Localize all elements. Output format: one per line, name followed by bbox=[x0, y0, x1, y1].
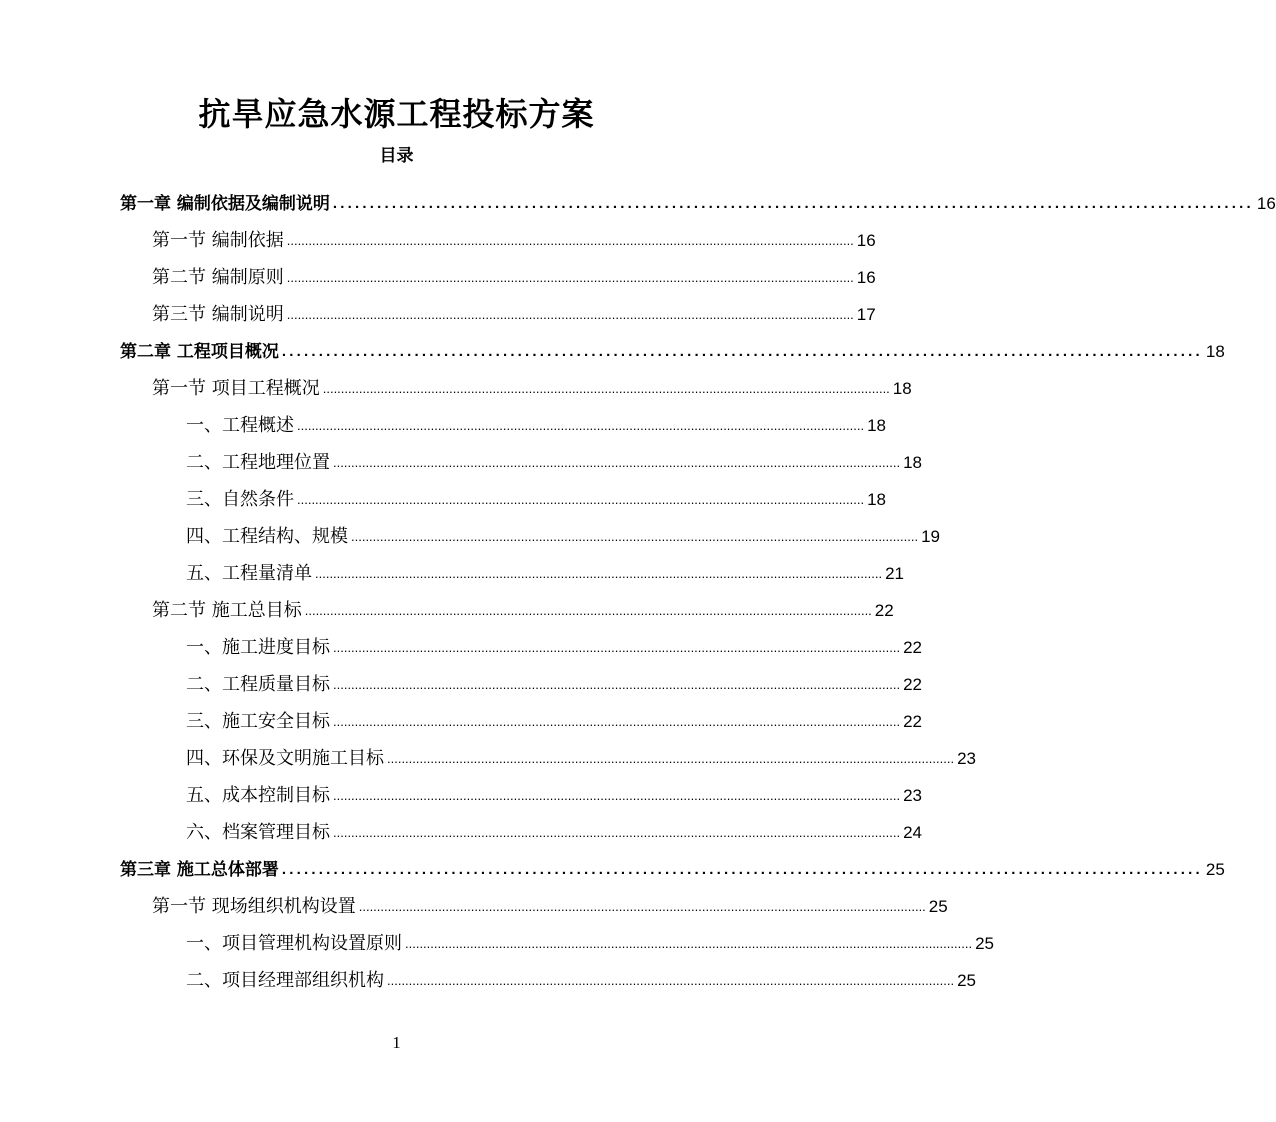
toc-entry-subsection[interactable] bbox=[186, 624, 922, 661]
toc-entry-section[interactable] bbox=[152, 587, 894, 624]
toc-entry-page: 21 bbox=[885, 564, 904, 583]
toc-entry-section[interactable] bbox=[152, 365, 912, 402]
toc-entry-label: 一、项目管理机构设置原则 bbox=[186, 933, 402, 954]
toc-entry-page: 23 bbox=[903, 786, 922, 805]
toc-entry-page: 24 bbox=[903, 823, 922, 842]
document-title: 抗旱应急水源工程投标方案 bbox=[198, 95, 595, 133]
toc-entry-subsection[interactable] bbox=[186, 402, 886, 439]
toc-dot-leader: ............................................................................................................................................................. bbox=[322, 381, 890, 396]
toc-entry-page: 25 bbox=[975, 934, 994, 953]
toc-entry-label: 第一章 编制依据及编制说明 bbox=[120, 194, 330, 214]
toc-entry-subsection[interactable] bbox=[186, 439, 922, 476]
toc-entry-page: 25 bbox=[928, 897, 948, 916]
toc-dot-leader: ............................................................................................................................................................. bbox=[333, 677, 901, 692]
toc-entry-chapter-1[interactable] bbox=[120, 180, 1276, 217]
toc-entry-subsection[interactable] bbox=[186, 476, 886, 513]
toc-entry-page: 19 bbox=[921, 527, 940, 546]
toc-entry-label: 五、工程量清单 bbox=[186, 563, 312, 584]
toc-entry-label: 第三章 施工总体部署 bbox=[120, 860, 279, 880]
toc-dot-leader: ............................................................................................................................................................. bbox=[387, 751, 955, 766]
toc-entry-label: 二、工程质量目标 bbox=[186, 674, 330, 695]
toc-entry-section[interactable] bbox=[152, 291, 876, 328]
toc-entry-label: 三、施工安全目标 bbox=[186, 711, 330, 732]
toc-dot-leader: ............................................................................................................................................................. bbox=[315, 566, 883, 581]
toc-entry-page: 23 bbox=[957, 749, 976, 768]
toc-dot-leader: ............................................................................................................................. bbox=[332, 195, 1254, 212]
toc-dot-leader: ............................................................................................................................................................. bbox=[286, 307, 854, 322]
toc-dot-leader: ............................................................................................................................................................. bbox=[333, 788, 901, 803]
toc-entry-subsection[interactable] bbox=[186, 809, 922, 846]
toc-entry-label: 一、工程概述 bbox=[186, 415, 294, 436]
toc-entry-label: 第二章 工程项目概况 bbox=[120, 342, 279, 362]
toc-entry-page: 22 bbox=[903, 712, 922, 731]
toc-dot-leader: ............................................................................................................................. bbox=[281, 343, 1203, 360]
toc-entry-label: 五、成本控制目标 bbox=[186, 785, 330, 806]
toc-entry-label: 第二节 施工总目标 bbox=[152, 600, 302, 621]
toc-dot-leader: ............................................................................................................................................................. bbox=[351, 529, 919, 544]
toc-dot-leader: ............................................................................................................................................................. bbox=[286, 233, 854, 248]
toc-entry-label: 第一节 编制依据 bbox=[152, 230, 284, 251]
toc-heading: 目录 bbox=[379, 146, 414, 166]
toc-entry-page: 17 bbox=[856, 305, 876, 324]
toc-dot-leader: ............................................................................................................................................................. bbox=[286, 270, 854, 285]
toc-entry-section[interactable] bbox=[152, 883, 948, 920]
toc-entry-page: 18 bbox=[1205, 342, 1225, 361]
toc-dot-leader: ............................................................................................................................................................. bbox=[333, 825, 901, 840]
toc-entry-section[interactable] bbox=[152, 217, 876, 254]
toc-entry-subsection[interactable] bbox=[186, 920, 994, 957]
toc-dot-leader: ............................................................................................................................................................. bbox=[333, 640, 901, 655]
toc-entry-page: 18 bbox=[867, 490, 886, 509]
toc-entry-chapter-2[interactable] bbox=[120, 328, 1225, 365]
toc-entry-page: 16 bbox=[856, 231, 876, 250]
toc-entry-chapter-3[interactable] bbox=[120, 846, 1225, 883]
toc-entry-subsection[interactable] bbox=[186, 772, 922, 809]
toc-entry-label: 第二节 编制原则 bbox=[152, 267, 284, 288]
toc-entry-subsection[interactable] bbox=[186, 957, 976, 994]
toc-entry-page: 16 bbox=[856, 268, 876, 287]
toc-entry-page: 25 bbox=[1205, 860, 1225, 879]
page-number: 1 bbox=[392, 1033, 401, 1052]
toc-dot-leader: ............................................................................................................................................................. bbox=[387, 973, 955, 988]
toc-entry-page: 22 bbox=[874, 601, 894, 620]
toc-dot-leader: ............................................................................................................................................................. bbox=[297, 418, 865, 433]
toc-dot-leader: ............................................................................................................................................................. bbox=[333, 714, 901, 729]
toc-entry-page: 16 bbox=[1256, 194, 1276, 213]
toc-entry-label: 三、自然条件 bbox=[186, 489, 294, 510]
toc-entry-subsection[interactable] bbox=[186, 698, 922, 735]
toc-entry-label: 四、工程结构、规模 bbox=[186, 526, 348, 547]
toc-dot-leader: ............................................................................................................................................................. bbox=[333, 455, 901, 470]
toc-entry-label: 二、工程地理位置 bbox=[186, 452, 330, 473]
toc-entry-subsection[interactable] bbox=[186, 550, 904, 587]
toc-entry-label: 二、项目经理部组织机构 bbox=[186, 970, 384, 991]
toc-entry-page: 18 bbox=[903, 453, 922, 472]
toc-entry-label: 一、施工进度目标 bbox=[186, 637, 330, 658]
toc-entry-page: 22 bbox=[903, 638, 922, 657]
toc-entry-page: 22 bbox=[903, 675, 922, 694]
toc-entry-page: 18 bbox=[867, 416, 886, 435]
toc-entry-page: 25 bbox=[957, 971, 976, 990]
toc-entry-label: 第三节 编制说明 bbox=[152, 304, 284, 325]
toc-entry-label: 六、档案管理目标 bbox=[186, 822, 330, 843]
toc-dot-leader: ............................................................................................................................................................. bbox=[297, 492, 865, 507]
toc-entry-label: 四、环保及文明施工目标 bbox=[186, 748, 384, 769]
toc-entry-subsection[interactable] bbox=[186, 661, 922, 698]
toc-entry-label: 第一节 项目工程概况 bbox=[152, 378, 320, 399]
toc-entry-label: 第一节 现场组织机构设置 bbox=[152, 896, 356, 917]
toc-dot-leader: ............................................................................................................................................................. bbox=[304, 603, 872, 618]
toc-entry-subsection[interactable] bbox=[186, 735, 976, 772]
toc-entry-subsection[interactable] bbox=[186, 513, 940, 550]
toc-entry-section[interactable] bbox=[152, 254, 876, 291]
toc-dot-leader: ............................................................................................................................................................. bbox=[405, 936, 973, 951]
toc-dot-leader: ............................................................................................................................................................. bbox=[358, 899, 926, 914]
toc-dot-leader: ............................................................................................................................. bbox=[281, 861, 1203, 878]
toc-entry-page: 18 bbox=[892, 379, 912, 398]
